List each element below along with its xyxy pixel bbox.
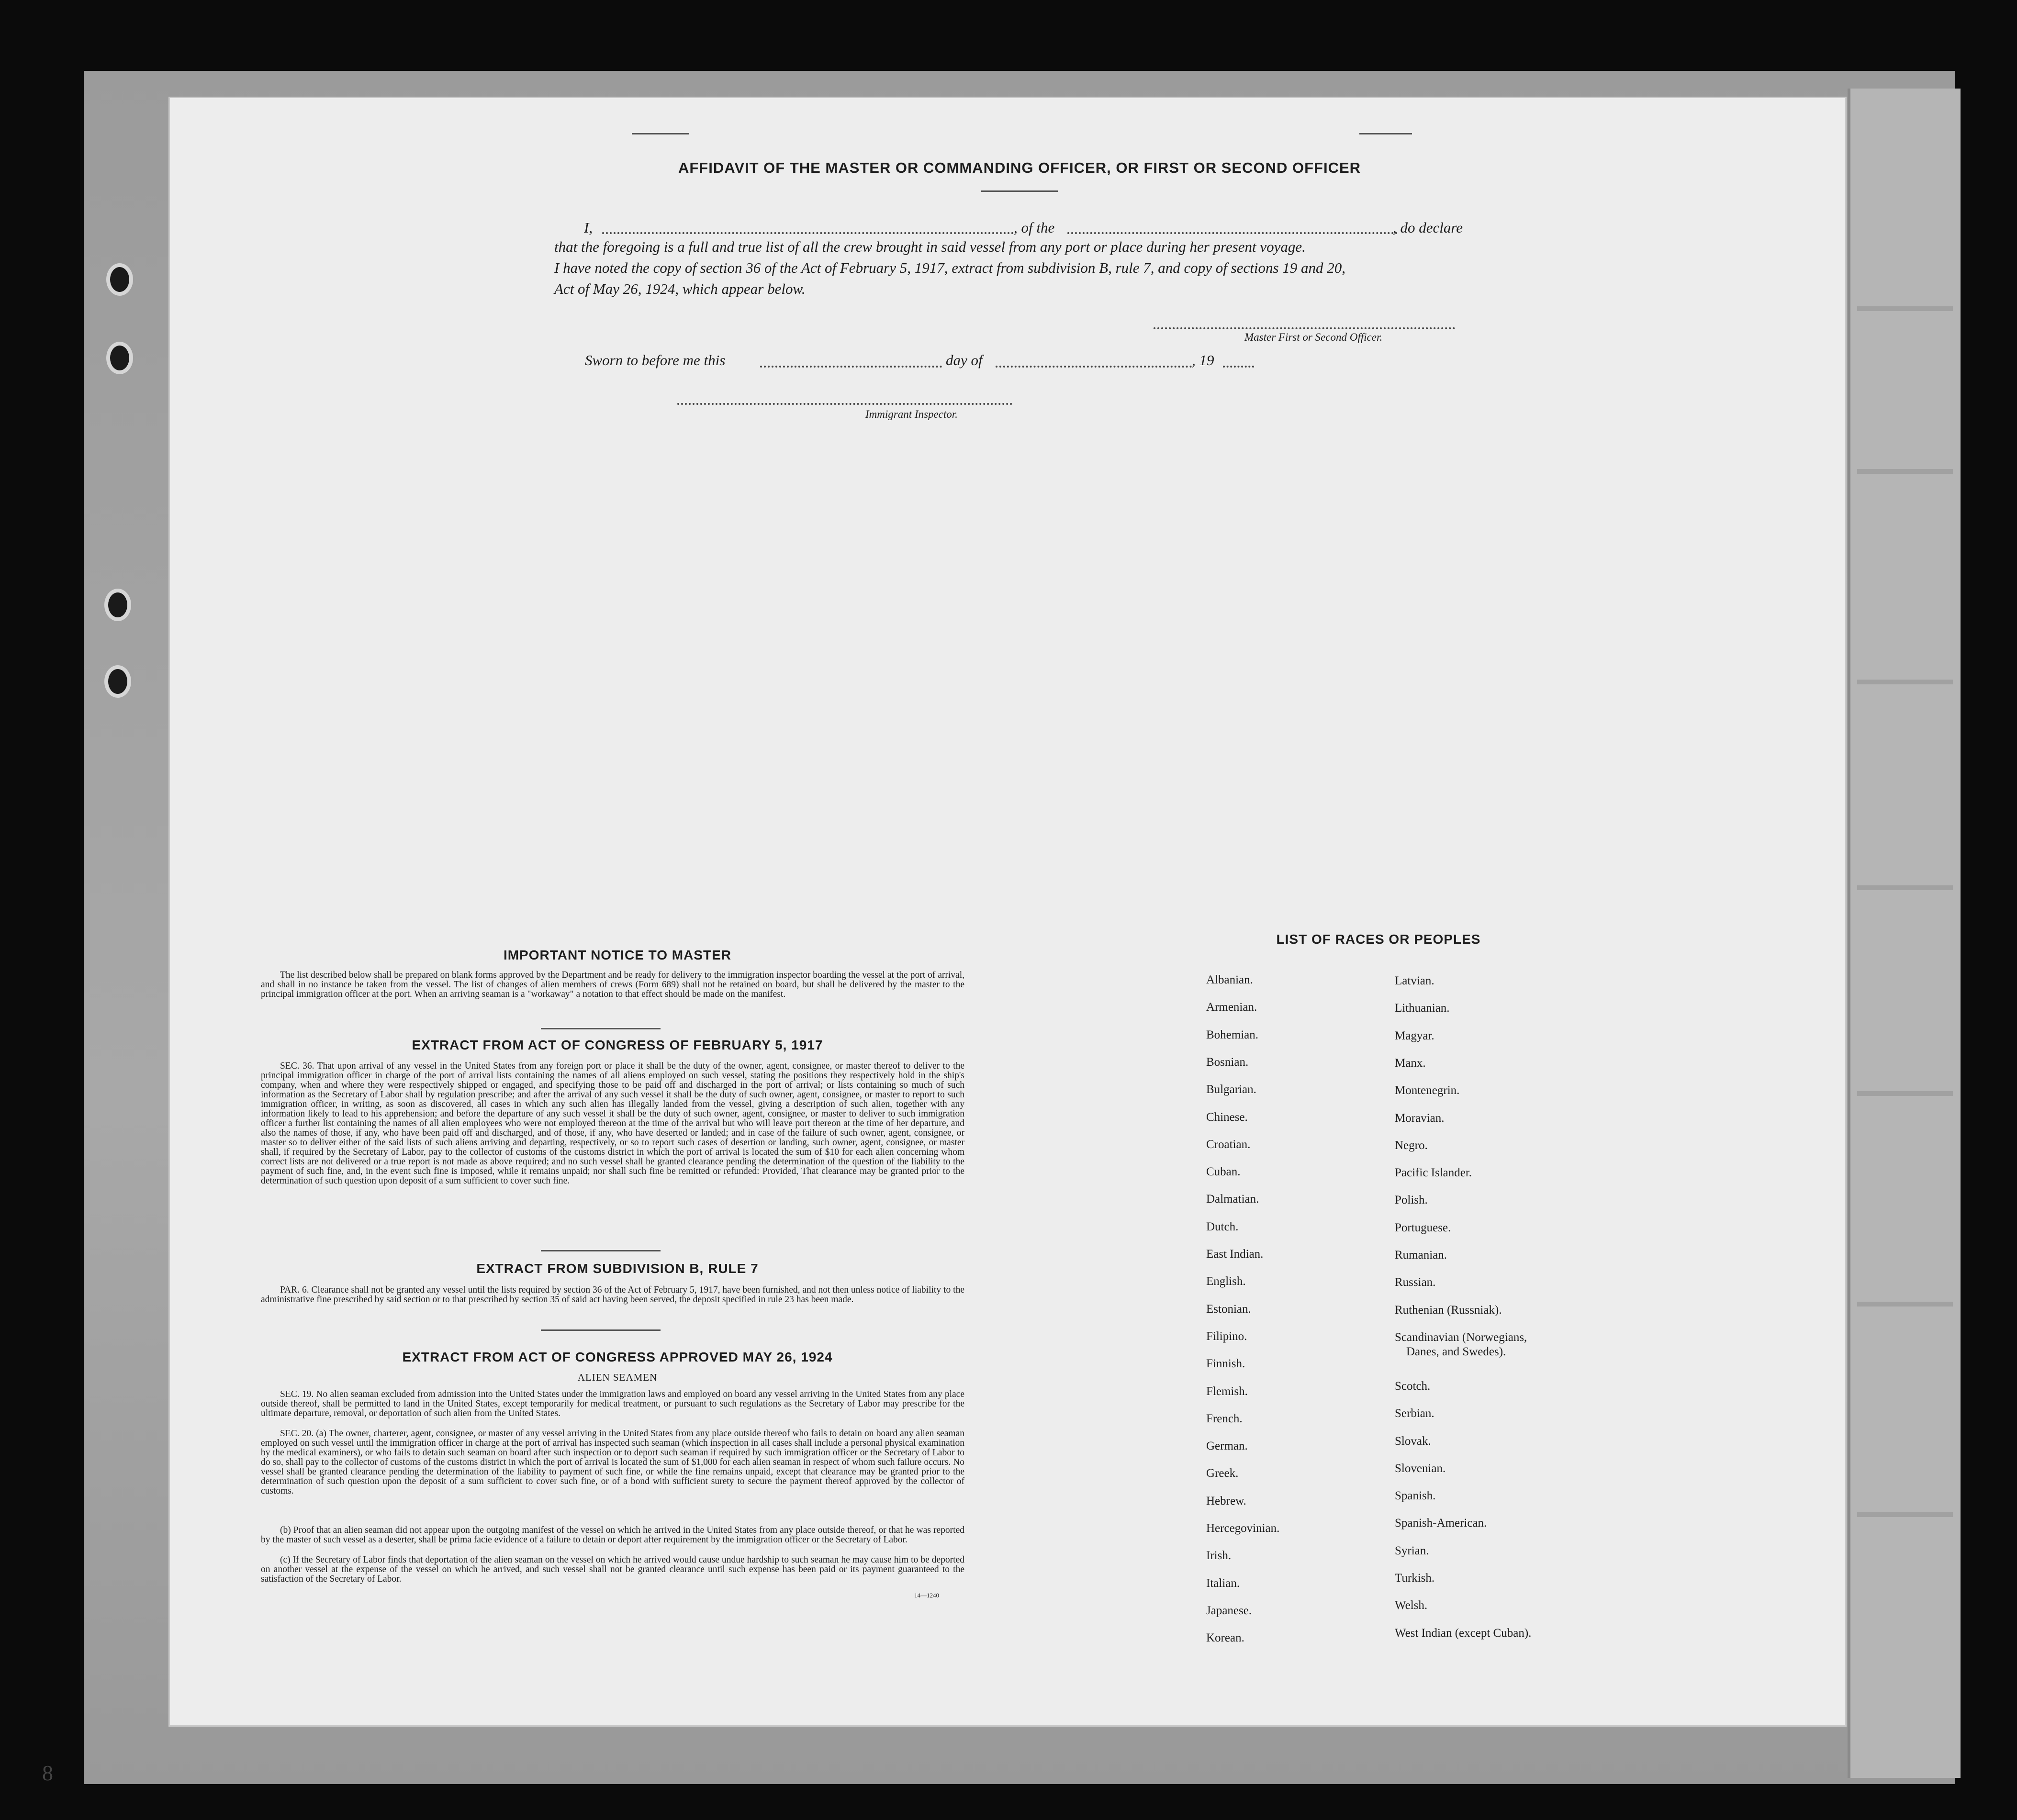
race-item: Chinese. [1206,1110,1248,1124]
extract-rule7-text: PAR. 6. Clearance shall not be granted any vessel until the lists required by section 36 of the Act of February 5, 1917, have been furnished, and not then unless notice of liability to the administrative fine prescribed by said section or to that prescribed by section 35 of said act having been served, the deposit specified in rule 23 has been made. [261,1285,964,1305]
race-item: Magyar. [1395,1029,1434,1042]
extract-1924-sec19: SEC. 19. No alien seaman excluded from admission into the United States under the immigration laws and employed on board any vessel arriving in the United States from any place outside thereof, shall be permitted to land in the United States, except temporarily for medical treatment, or pursuant to such regulations as the Secretary of Labor may prescribe for the ultimate departure, removal, or deportation of such alien from the United States. [261,1389,964,1418]
race-item: Cuban. [1206,1165,1241,1179]
race-item: Armenian. [1206,1001,1257,1014]
race-item: Dutch. [1206,1220,1239,1233]
race-item: Finnish. [1206,1357,1245,1371]
sworn-day: day of [946,352,983,368]
extract-1924-sec20a: SEC. 20. (a) The owner, charterer, agent, consignee, or master of any vessel arriving in the United States from any place outside thereof who fails to detain on board any alien seaman employed on such vessel until the immigration officer in charge at the port of arrival has inspected such seaman (which inspection in all cases shall include a personal physical examination by the medical examiners), or who fails to detain such seaman on board after such inspection or to deport such seaman if required by such immigration officer or the Secretary of Labor to do so, shall pay to the collector of customs of the customs district in which the port of arrival is located the sum of $1,000 for each alien seaman in respect of whom such failure occurs. No vessel shall be granted clearance pending the determination of the liability to payment of such fine, or while the fine remains unpaid, except that clearance may be granted prior to the determination of such question upon the deposit of a sum sufficient to cover such fine, or of a bond with sufficient surety to secure the payment thereof approved by the collector of customs. [261,1429,964,1496]
punch-hole [106,342,133,374]
affidavit-line2: that the foregoing is a full and true list of all the crew brought in said vessel from any port or place during her present voyage. [554,238,1306,255]
race-item: Negro. [1395,1139,1428,1152]
race-item: Hebrew. [1206,1494,1246,1507]
race-item: Albanian. [1206,973,1253,986]
race-item: Greek. [1206,1467,1239,1480]
race-item: Russian. [1395,1276,1436,1289]
affidavit-line1-end: , do declare [1393,219,1463,236]
race-item: German. [1206,1440,1248,1453]
race-item: Flemish. [1206,1385,1248,1398]
race-item: Japanese. [1206,1604,1252,1617]
race-item: Filipino. [1206,1329,1247,1343]
affidavit-line1-mid: , of the [1014,219,1055,236]
race-item: Bosnian. [1206,1055,1249,1069]
race-item: Rumanian. [1395,1249,1447,1262]
race-item: Scandinavian (Norwegians, [1395,1330,1527,1344]
extract-1917-text: SEC. 36. That upon arrival of any vessel in the United States from any foreign port or place it shall be the duty of the owner, agent, consignee, or master thereof to deliver to the principal immigration officer in charge of the port of arrival lists containing the names of all aliens employed on such vessel, stating the positions they respectively hold in the ship's company, when and where they were respectively shipped or engaged, and specifying those to be paid off and discharged in the port of arrival; or lists containing so much of such information as the Secretary of Labor shall by regulation prescribe; and after the arrival of any such vessel it shall be the duty of such owner, agent, consignee, or master to report to such immigration officer, in writing, as soon as discovered, all cases in which any such alien has illegally landed from the vessel, giving a description of such alien, together with any information likely to lead to his apprehension; and before the departure of any such vessel it shall be the duty of such owner, agent, consignee, or master to deliver to such immigration officer a further list containing the names of all alien employees who were not employed thereon at the time of the arrival but who will leave port thereon at the time of her departure, and also the names of those, if any, who have been paid off and discharged, and of those, if any, who have deserted or landed; and in case of the failure of such owner, agent, consignee, or master so to deliver either of the said lists of such aliens arriving and departing, respectively, or so to report such cases of desertion or landing, such owner, agent, consignee, or master shall, if required by the Secretary of Labor, pay to the collector of customs of the customs district in which the port of arrival is located the sum of $10 for each alien concerning whom correct lists are not delivered or a true report is not made as above required; and no such vessel shall be granted clearance pending the determination of the question of the liability to the payment of such fine, and, in the event such fine is imposed, while it remains unpaid; nor shall such fine be remitted or refunded: Provided, That clearance may be granted prior to the determination of such question upon deposit of a sum sufficient to cover such fine. [261,1061,964,1186]
race-item: Croatian. [1206,1138,1251,1151]
extract-1924-title: EXTRACT FROM ACT OF CONGRESS APPROVED MAY 26, 1924 [402,1350,833,1364]
punch-hole [104,589,131,621]
notice-text: The list described below shall be prepared on blank forms approved by the Department and be ready for delivery to the immigration inspector boarding the vessel at the port of arrival, and shall in no instance be taken from the vessel. The list of changes of alien members of crews (Form 689) shall not be retained on board, but shall be delivered by the master to the principal immigration officer at the port. When an arriving seaman is a "workaway" a notation to that effect should be made on the manifest. [261,970,964,999]
affidavit-title: AFFIDAVIT OF THE MASTER OR COMMANDING OFFICER, OR FIRST OR SECOND OFFICER [678,159,1361,176]
affidavit-line4: Act of May 26, 1924, which appear below. [554,280,806,297]
race-item: Latvian. [1395,974,1434,987]
race-item: Italian. [1206,1576,1240,1590]
sworn-year: , 19 [1192,352,1214,368]
race-item: Pacific Islander. [1395,1166,1472,1180]
extract-1924-sec20c: (c) If the Secretary of Labor finds that deportation of the alien seaman on the vessel on which he arrived would cause undue hardship to such seaman he may cause him to be deported on another vessel at the expense of the vessel on which he arrived, and such vessel shall not be granted clearance until such expense has been paid or its payment guaranteed to the satisfaction of the Secretary of Labor. [261,1555,964,1584]
margin-mark: 8 [42,1761,53,1785]
race-item: Syrian. [1395,1544,1429,1557]
races-title: LIST OF RACES OR PEOPLES [1276,932,1481,947]
form-number: 14—1240 [914,1592,939,1599]
master-signature-caption: Master First or Second Officer. [1244,331,1383,343]
race-item: Portuguese. [1395,1221,1451,1234]
race-item: Spanish-American. [1395,1517,1487,1530]
race-item: Welsh. [1395,1599,1428,1612]
race-item: Danes, and Swedes). [1406,1345,1506,1358]
race-item: Estonian. [1206,1302,1251,1316]
race-item: Slovenian. [1395,1462,1446,1475]
punch-hole [106,263,133,296]
race-item: Serbian. [1395,1407,1434,1420]
race-item: Irish. [1206,1549,1232,1563]
sworn-start: Sworn to before me this [585,352,726,368]
race-item: Montenegrin. [1395,1084,1460,1097]
extract-1924-subtitle: ALIEN SEAMEN [577,1372,658,1383]
race-item: West Indian (except Cuban). [1395,1626,1532,1640]
race-item: East Indian. [1206,1248,1264,1261]
race-item: Lithuanian. [1395,1002,1450,1015]
punch-hole [104,665,131,698]
notice-title: IMPORTANT NOTICE TO MASTER [503,948,732,962]
race-item: Hercegovinian. [1206,1522,1280,1535]
race-item: Manx. [1395,1056,1426,1070]
race-item: Polish. [1395,1194,1428,1207]
affidavit-line1-start: I, [584,219,593,236]
race-item: Scotch. [1395,1379,1431,1393]
race-item: Spanish. [1395,1489,1436,1503]
race-item: Slovak. [1395,1434,1431,1448]
background-sheet-edge [1848,89,1961,1778]
race-item: French. [1206,1412,1243,1425]
extract-1917-title: EXTRACT FROM ACT OF CONGRESS OF FEBRUARY 5, 1917 [412,1038,823,1052]
race-item: Bohemian. [1206,1028,1259,1041]
race-item: English. [1206,1275,1246,1288]
race-item: Bulgarian. [1206,1083,1256,1096]
race-item: Moravian. [1395,1111,1445,1125]
race-item: Ruthenian (Russniak). [1395,1303,1502,1317]
extract-rule7-title: EXTRACT FROM SUBDIVISION B, RULE 7 [476,1261,759,1276]
inspector-caption: Immigrant Inspector. [865,408,958,420]
race-item: Korean. [1206,1631,1244,1645]
extract-1924-sec20b: (b) Proof that an alien seaman did not appear upon the outgoing manifest of the vessel on which he arrived in the United States from any place outside thereof, or that he was reported by the master of such vessel as a deserter, shall be prima facie evidence of a failure to detain or deport after requirement by the immigration officer or the Secretary of Labor. [261,1525,964,1545]
race-item: Turkish. [1395,1572,1435,1585]
affidavit-line3: I have noted the copy of section 36 of the Act of February 5, 1917, extract from subdivision B, rule 7, and copy of sections 19 and 20, [554,259,1346,276]
race-item: Dalmatian. [1206,1193,1259,1206]
